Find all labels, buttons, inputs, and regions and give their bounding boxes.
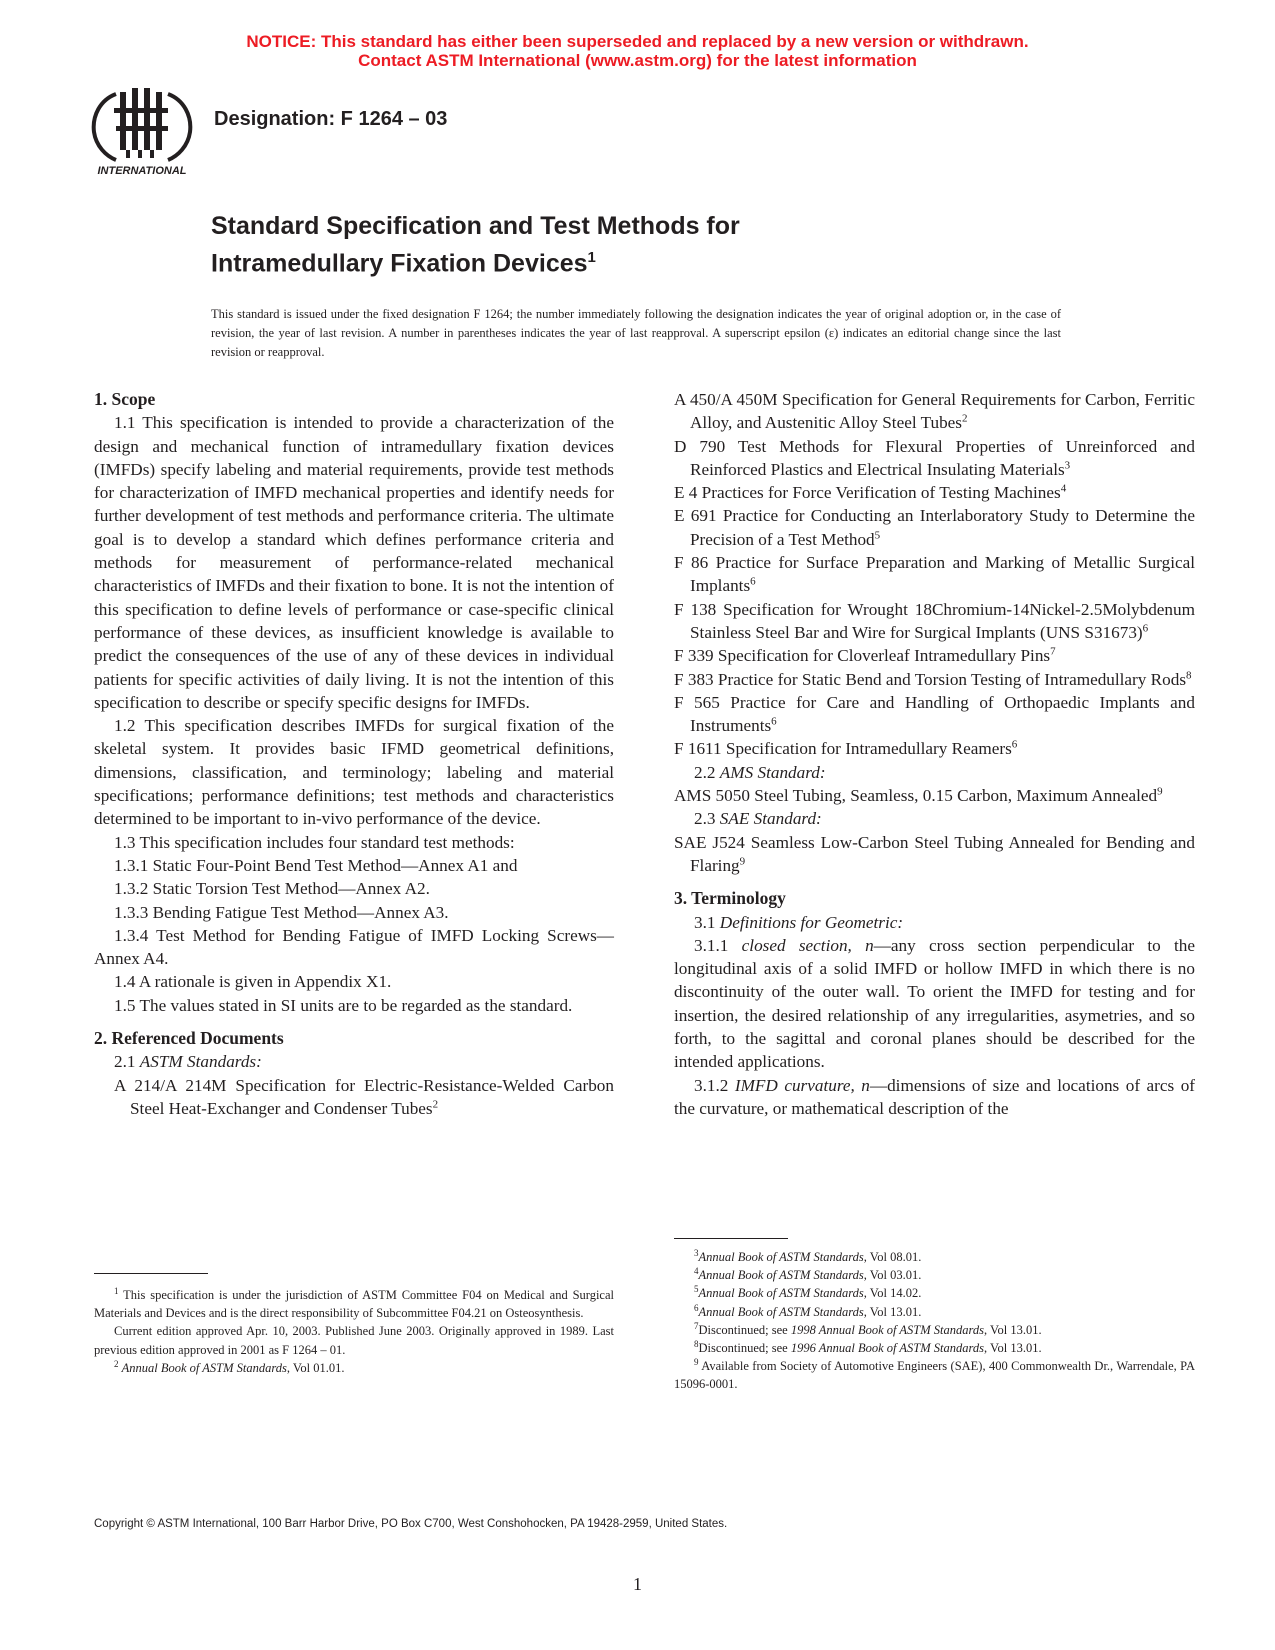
para-3-1 (674, 911, 1195, 934)
para-1-3-3: 1.3.3 Bending Fatigue Test Method—Annex A3. (114, 902, 449, 922)
footnote-7 (674, 1321, 1195, 1339)
para-3-1-1-num: 3.1.1 (694, 935, 729, 955)
para-2-1-num: 2.1 (114, 1052, 136, 1072)
para-3-1-num: 3.1 (694, 912, 716, 932)
para-2-3-num: 2.3 (694, 809, 716, 829)
ref-e4-fn: 4 (1060, 482, 1067, 495)
para-3-1-label: Definitions for Geometric: (719, 912, 904, 932)
para-2-2 (674, 761, 1195, 784)
para-1-5: 1.5 The values stated in SI units are to be regarded as the standard. (114, 995, 573, 1015)
notice-line-1: NOTICE: This standard has either been superseded and replaced by a new version or withdrawn. (246, 32, 1029, 51)
footnote-5-book: Annual Book of ASTM Standards (698, 1286, 864, 1301)
para-1-3-1: 1.3.1 Static Four-Point Bend Test Method—Annex A1 and (114, 855, 518, 875)
footnote-2-vol: , Vol 01.01. (286, 1360, 345, 1375)
refdocs-heading: 2. Referenced Documents (94, 1028, 284, 1049)
ref-f1611 (674, 737, 1195, 760)
footnote-2-book: Annual Book of ASTM Standards (121, 1360, 287, 1375)
ref-sae-fn: 9 (739, 855, 746, 868)
para-2-3 (674, 807, 1195, 830)
page-number: 1 (633, 1574, 642, 1594)
terminology-heading: 3. Terminology (674, 888, 786, 909)
ref-f1611-fn: 6 (1011, 738, 1018, 751)
footnote-6-vol: , Vol 13.01. (863, 1304, 922, 1319)
para-1-4: 1.4 A rationale is given in Appendix X1. (114, 972, 392, 992)
footnote-7-book: 1998 Annual Book of ASTM Standards (790, 1322, 985, 1337)
title-line-2-text: Intramedullary Fixation Devices (211, 249, 588, 278)
ref-a450-fn: 2 (961, 412, 968, 425)
footnote-3-book: Annual Book of ASTM Standards (698, 1250, 864, 1264)
notice-line-2: Contact ASTM International (www.astm.org) for the latest information (358, 51, 917, 70)
para-2-3-label: SAE Standard: (719, 809, 822, 829)
footnote-1-text: This specification is under the jurisdiction of ASTM Committee F04 on Medical and Surgical Materials and Devices and is the direct responsibility of Subcommittee F04.21 on Osteosynthesis. (94, 1288, 614, 1321)
para-1-2: 1.2 This specification describes IMFDs for surgical fixation of the skeletal system. It provides basic IFMD geometrical definitions, dimensions, classification, and terminology; labeling and material specifications; performance definitions; test methods and characteristics determined to be important to in-vivo performance of the device. (94, 716, 614, 829)
ref-d790-text: D 790 Test Methods for Flexural Properties of Unreinforced and Reinforced Plastics and Electrical Insulating Materials (674, 436, 1195, 479)
title-line-2 (211, 242, 740, 279)
footnote-4-vol: , Vol 03.01. (863, 1268, 922, 1283)
ref-f383-text: F 383 Practice for Static Bend and Torsion Testing of Intramedullary Rods (674, 669, 1187, 689)
document-title (211, 210, 740, 279)
para-3-1-2-num: 3.1.2 (694, 1075, 729, 1095)
footnote-5-mark: 5 (694, 1284, 699, 1295)
footnote-7-pre: Discontinued; see (698, 1322, 791, 1337)
para-3-1-2-term: IMFD curvature, n (734, 1075, 870, 1095)
footnote-6 (674, 1303, 1195, 1321)
ref-f383-fn: 8 (1186, 668, 1192, 681)
ref-f86-fn: 6 (750, 575, 756, 588)
footnote-8-pre: Discontinued; see (698, 1341, 791, 1356)
footnote-6-book: Annual Book of ASTM Standards (698, 1304, 864, 1319)
ref-a450 (674, 388, 1195, 435)
ref-a450-text: A 450/A 450M Specification for General Requirements for Carbon, Ferritic Alloy, and Austenitic Alloy Steel Tubes (674, 390, 1195, 433)
para-1-1: 1.1 This specification is intended to provide a characterization of the design and mechanical function of intramedullary fixation devices (IMFDs) specify labeling and material requirements, provide test methods for characterization of IMFD mechanical properties and identify needs for further development of test methods and performance criteria. The ultimate goal is to develop a standard which defines performance criteria and methods for measurement of performance-related mechanical characteristics of IMFDs and their fixation to bone. It is not the intention of this specification to define levels of performance or case-specific clinical performance of these devices, as insufficient knowledge is available to predict the consequences of the use of any of these devices in individual patients for specific activities of daily living. It is not the intention of this specification to describe or specify specific designs for IMFDs. (94, 413, 614, 712)
ref-f138-text: F 138 Specification for Wrought 18Chromium-14Nickel-2.5Molybdenum Stainless Steel Bar and Wire for Surgical Implants (UNS S31673) (674, 599, 1195, 642)
ref-f86 (674, 551, 1195, 598)
para-1-3: 1.3 This specification includes four standard test methods: (114, 832, 515, 852)
footnote-2-mark: 2 (114, 1358, 119, 1369)
footnote-8-book: 1996 Annual Book of ASTM Standards (790, 1341, 985, 1356)
para-2-2-label: AMS Standard: (719, 762, 826, 782)
ref-sae (674, 831, 1195, 878)
scope-heading: 1. Scope (94, 389, 156, 409)
ref-a214 (94, 1074, 614, 1121)
ref-f138-fn: 6 (1142, 622, 1149, 635)
ref-a214-text: A 214/A 214M Specification for Electric-Resistance-Welded Carbon Steel Heat-Exchanger and Condenser Tubes (114, 1075, 614, 1118)
footnote-5 (674, 1284, 1195, 1302)
para-3-1-1-term: closed section, n (741, 935, 874, 955)
ref-f86-text: F 86 Practice for Surface Preparation and Marking of Metallic Surgical Implants (674, 553, 1195, 596)
para-2-1 (94, 1050, 614, 1073)
copyright: Copyright © ASTM International, 100 Barr Harbor Drive, PO Box C700, West Conshohocken, PA 19428-2959, United States. (94, 1518, 728, 1530)
footnote-2 (94, 1359, 614, 1377)
footnote-3-mark: 3 (694, 1247, 699, 1258)
footnote-1 (94, 1286, 614, 1322)
ref-f339-text: F 339 Specification for Cloverleaf Intramedullary Pins (674, 646, 1051, 666)
footnote-5-vol: , Vol 14.02. (863, 1286, 922, 1301)
left-footnote-rule (94, 1273, 208, 1274)
title-line-1: Standard Specification and Test Methods for (211, 212, 740, 240)
footnote-7-vol: , Vol 13.01. (984, 1322, 1042, 1337)
ref-f1611-text: F 1611 Specification for Intramedullary Reamers (674, 739, 1012, 759)
ref-ams-text: AMS 5050 Steel Tubing, Seamless, 0.15 Carbon, Maximum Annealed (674, 786, 1158, 806)
ref-ams (674, 784, 1195, 807)
ref-e691-text: E 691 Practice for Conducting an Interlaboratory Study to Determine the Precision of a Test Method (674, 506, 1195, 549)
ref-f339 (674, 644, 1195, 667)
ref-e691 (674, 504, 1195, 551)
footnote-8-mark: 8 (694, 1338, 699, 1349)
para-3-1-1-text: —any cross section perpendicular to the longitudinal axis of a solid IMFD or hollow IMFD in which there is no discontinuity of the outer wall. To orient the IMFD for testing and for insertion, the desired relationship of any irregularities, asymetries, and so forth, to the sagittal and coronal planes should be described for the intended applications. (674, 935, 1196, 1072)
footnote-3 (674, 1248, 1195, 1266)
footnote-6-mark: 6 (694, 1302, 699, 1313)
designation: Designation: F 1264 – 03 (214, 108, 448, 130)
ref-e691-fn: 5 (874, 529, 881, 542)
para-1-3-4: 1.3.4 Test Method for Bending Fatigue of IMFD Locking Screws—Annex A4. (94, 925, 614, 969)
ref-a214-fn: 2 (432, 1098, 439, 1111)
footnote-9 (674, 1357, 1195, 1393)
ref-f383 (674, 668, 1195, 691)
footnote-8 (674, 1339, 1195, 1357)
title-footnote-mark: 1 (587, 249, 596, 266)
footnote-9-text: Available from Society of Automotive Engineers (SAE), 400 Commonwealth Dr., Warrendale, PA 15096-0001. (674, 1359, 1195, 1392)
right-footnote-rule (674, 1238, 788, 1239)
ref-f138 (674, 598, 1195, 645)
para-2-2-num: 2.2 (694, 762, 716, 782)
footnote-7-mark: 7 (694, 1320, 699, 1331)
ref-d790 (674, 435, 1195, 482)
footnote-4-mark: 4 (694, 1266, 699, 1277)
preamble: This standard is issued under the fixed designation F 1264; the number immediately following the designation indicates the year of original adoption or, in the case of revision, the year of last revision. A number in parentheses indicates the year of last reapproval. A superscript epsilon (ε) indicates an editorial change since the last revision or reapproval. (211, 307, 1061, 359)
astm-logo (86, 86, 198, 182)
footnote-8-vol: , Vol 13.01. (984, 1341, 1042, 1356)
para-3-1-2-text: —dimensions of size and locations of arcs of the curvature, or mathematical description of the (674, 1075, 1196, 1118)
ref-f339-fn: 7 (1050, 645, 1056, 658)
ref-sae-text: SAE J524 Seamless Low-Carbon Steel Tubing Annealed for Bending and Flaring (674, 832, 1195, 875)
para-3-1-2 (674, 1074, 1195, 1121)
right-footnotes (674, 1248, 1195, 1394)
ref-e4 (674, 481, 1195, 504)
footnote-4-book: Annual Book of ASTM Standards (698, 1268, 864, 1283)
ref-f565 (674, 691, 1195, 738)
ref-f565-fn: 6 (771, 715, 777, 728)
footnote-1-mark: 1 (114, 1285, 119, 1296)
para-3-1-1 (674, 934, 1195, 1074)
para-1-3-2: 1.3.2 Static Torsion Test Method—Annex A2. (114, 879, 430, 899)
footnote-3-vol: , Vol 08.01. (863, 1250, 922, 1264)
footnote-9-mark: 9 (694, 1357, 699, 1368)
footnote-4 (674, 1266, 1195, 1284)
logo-text: INTERNATIONAL (97, 165, 187, 177)
right-column (674, 388, 1195, 1120)
ref-f565-text: F 565 Practice for Care and Handling of Orthopaedic Implants and Instruments (674, 692, 1195, 736)
left-column (94, 388, 614, 1120)
left-footnotes (94, 1286, 614, 1377)
ref-e4-text: E 4 Practices for Force Verification of Testing Machines (674, 483, 1061, 503)
ref-ams-fn: 9 (1157, 785, 1163, 798)
para-2-1-label: ASTM Standards: (139, 1052, 262, 1072)
withdrawal-notice (0, 32, 1275, 70)
footnote-1-edition: Current edition approved Apr. 10, 2003. Published June 2003. Originally approved in 1989. Last previous edition approved in 2001 as F 1264 – 01. (94, 1324, 614, 1357)
ref-d790-fn: 3 (1064, 459, 1071, 472)
